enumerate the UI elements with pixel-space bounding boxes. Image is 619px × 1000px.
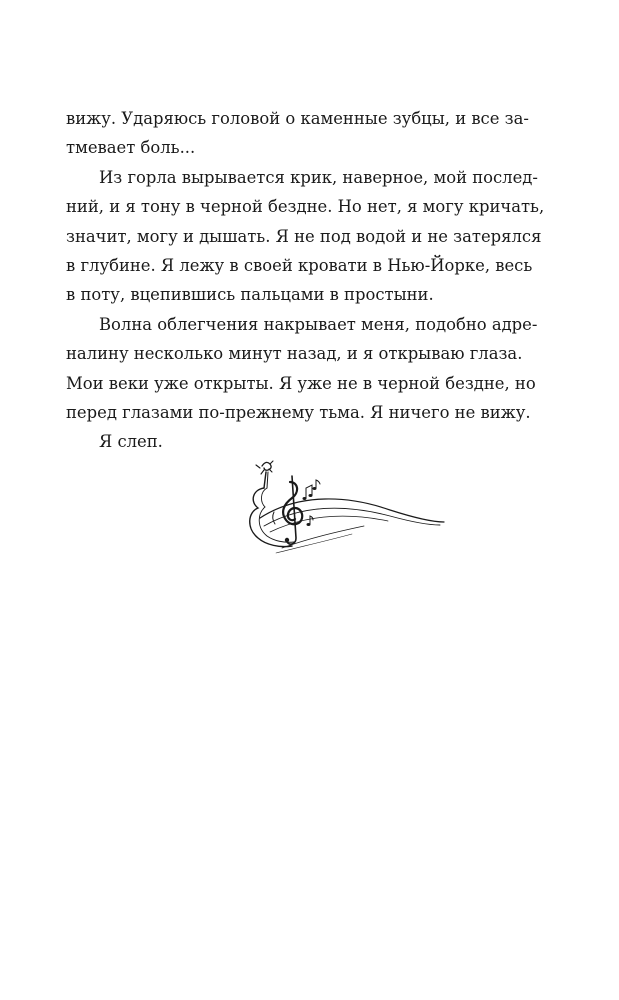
text-line: в поту, вцепившись пальцами в простыни. — [66, 285, 434, 305]
text-line: значит, могу и дышать. Я не под водой и не затерялся — [66, 226, 542, 246]
text-line: в глубине. Я лежу в своей кровати в Нью-Йорке, весь — [66, 255, 533, 275]
text-line: перед глазами по-прежнему тьма. Я ничего не вижу. — [66, 402, 531, 422]
text-line: Волна облегчения накрывает меня, подобно адре- — [99, 314, 538, 334]
body-text — [66, 104, 545, 457]
text-line: налину несколько минут назад, и я открываю глаза. — [66, 344, 523, 364]
text-line: тмевает боль... — [66, 138, 196, 158]
text-line: ний, и я тону в черной бездне. Но нет, я могу кричать, — [66, 197, 545, 217]
paragraph — [66, 310, 538, 428]
text-line: Я слеп. — [99, 432, 163, 452]
paragraph — [66, 163, 545, 310]
violin-treble-clef-ornament-icon — [240, 452, 450, 562]
text-line: вижу. Ударяюсь головой о каменные зубцы, и все за- — [66, 109, 529, 128]
paragraph — [66, 104, 529, 163]
text-line: Из горла вырывается крик, наверное, мой послед- — [99, 167, 538, 187]
text-line: Мои веки уже открыты. Я уже не в черной бездне, но — [66, 373, 536, 393]
